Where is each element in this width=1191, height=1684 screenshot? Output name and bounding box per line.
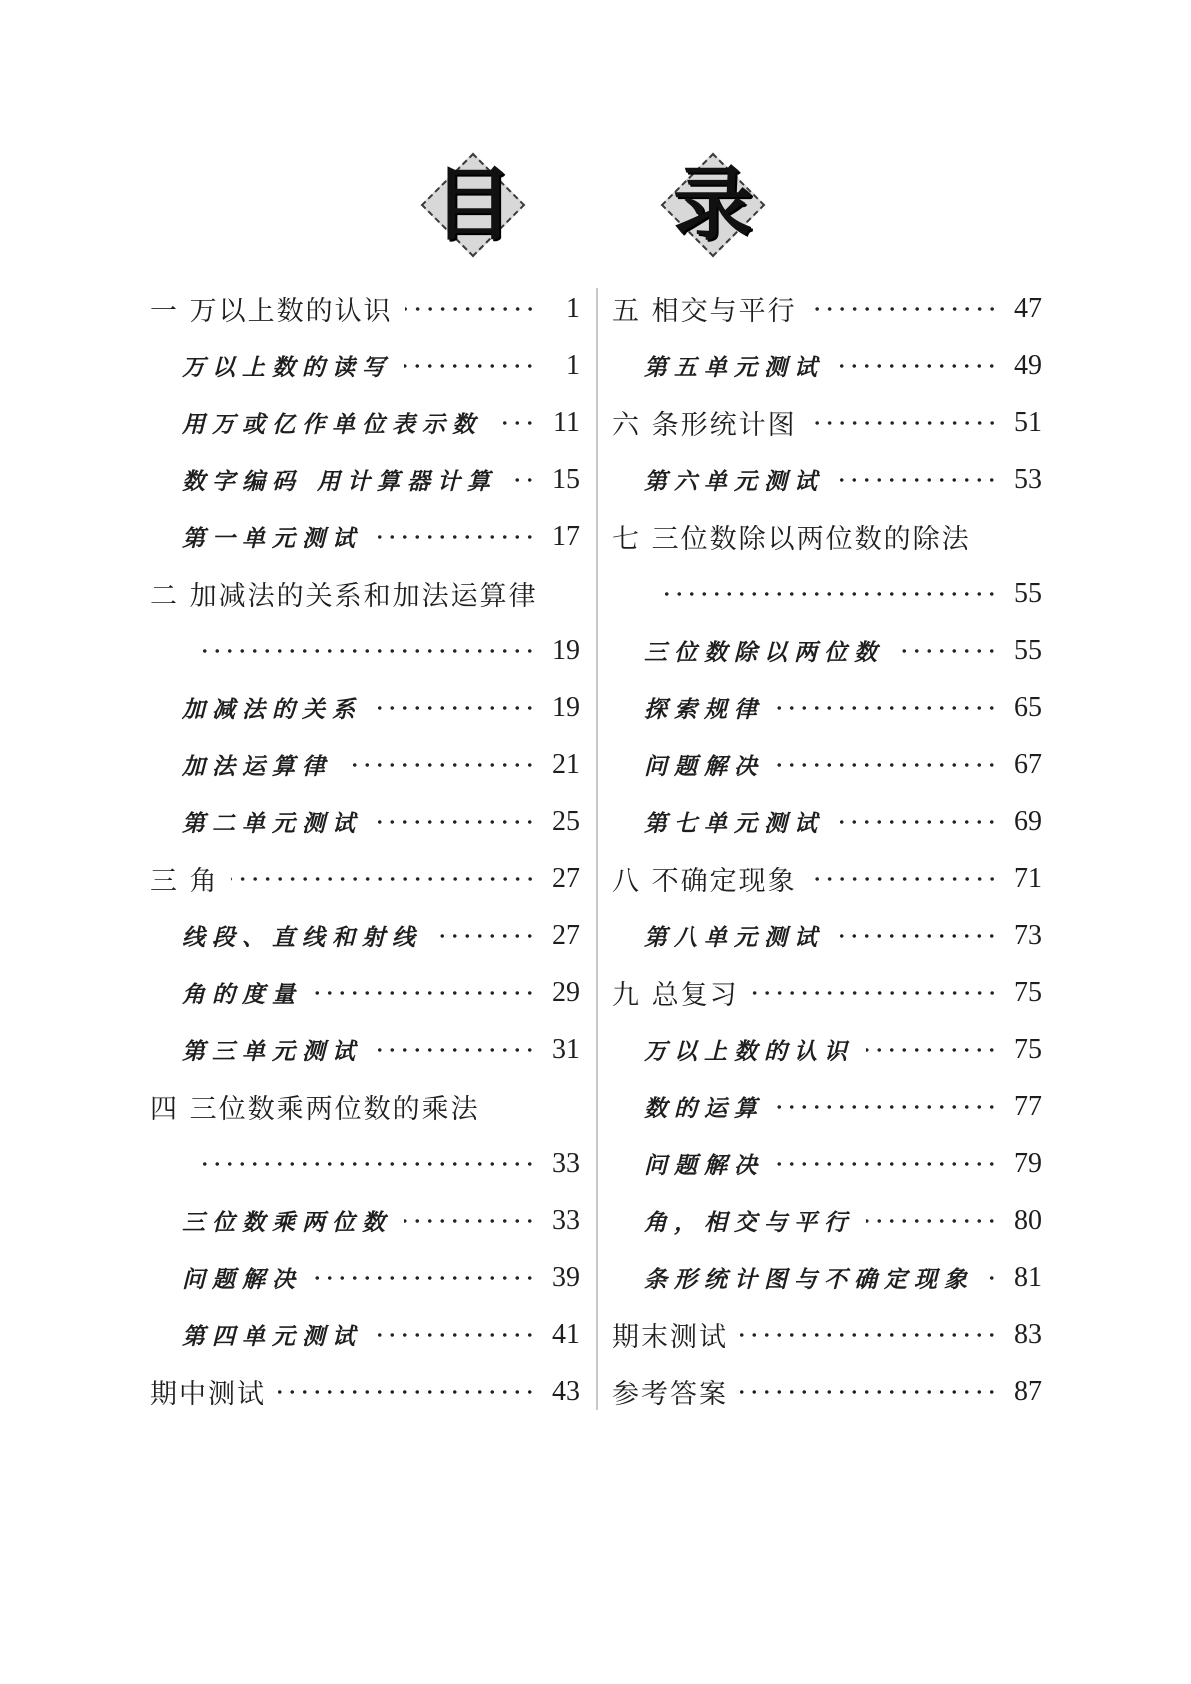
- toc-page-number: 51: [1014, 406, 1042, 438]
- leader-dots: [374, 1048, 536, 1052]
- toc-entry-title: 条形统计图与不确定现象: [644, 1266, 974, 1293]
- toc-page-number: 69: [1014, 805, 1042, 837]
- title-ornament-2: [658, 150, 768, 260]
- toc-entry-title: 期中测试: [150, 1379, 266, 1410]
- column-divider: [596, 288, 598, 1410]
- toc-page-number: 41: [552, 1318, 580, 1350]
- leader-dots: [278, 1390, 536, 1394]
- leader-dots: [494, 421, 536, 425]
- toc-entry[interactable]: [612, 394, 1042, 451]
- toc-entry-title: 万以上数的读写: [182, 354, 392, 381]
- toc-entry[interactable]: [150, 850, 580, 907]
- leader-dots: [194, 649, 536, 653]
- toc-page-number: 71: [1014, 862, 1042, 894]
- leader-dots: [231, 877, 536, 881]
- toc-entry-title: 第六单元测试: [644, 468, 824, 495]
- toc-page-number: 75: [1014, 1033, 1042, 1065]
- toc-entry-title: 问题解决: [182, 1266, 302, 1293]
- toc-entry-title: 第七单元测试: [644, 810, 824, 837]
- toc-entry-title: 加法运算律: [182, 753, 332, 780]
- toc-entry[interactable]: [150, 1306, 580, 1363]
- toc-entry-title: 数字编码 用计算器计算: [182, 468, 498, 495]
- toc-page-number: 15: [552, 463, 580, 495]
- leader-dots: [740, 1333, 998, 1337]
- toc-entry-title: 加减法的关系: [182, 696, 362, 723]
- leader-dots: [866, 1219, 998, 1223]
- toc-page-number: 75: [1014, 976, 1042, 1008]
- toc-right-column: [612, 280, 1042, 1420]
- toc-entry-title: 第五单元测试: [644, 354, 824, 381]
- toc-entry-title: 数的运算: [644, 1095, 764, 1122]
- leader-dots: [374, 1333, 536, 1337]
- toc-entry[interactable]: [150, 964, 580, 1021]
- toc-entry-title: 线段、直线和射线: [182, 924, 422, 951]
- toc-entry-title: 问题解决: [644, 753, 764, 780]
- leader-dots: [374, 706, 536, 710]
- toc-page-number: 21: [552, 748, 580, 780]
- toc-page-number: 67: [1014, 748, 1042, 780]
- toc-entry[interactable]: [150, 1363, 580, 1420]
- leader-dots: [836, 478, 998, 482]
- leader-dots: [866, 1048, 998, 1052]
- toc-entry[interactable]: [612, 508, 1042, 565]
- toc-page-number: 87: [1014, 1375, 1042, 1407]
- leader-dots: [404, 364, 536, 368]
- toc-entry[interactable]: [150, 1135, 580, 1192]
- toc-entry[interactable]: [612, 451, 1042, 508]
- toc-page-number: 33: [552, 1147, 580, 1179]
- leader-dots: [986, 1276, 998, 1280]
- toc-page-number: 33: [552, 1204, 580, 1236]
- toc-page-number: 65: [1014, 691, 1042, 723]
- toc-entry[interactable]: [150, 736, 580, 793]
- toc-entry-title: 九 总复习: [612, 980, 739, 1011]
- leader-dots: [836, 820, 998, 824]
- toc-left-column: [150, 280, 580, 1420]
- leader-dots: [740, 1390, 998, 1394]
- toc-entry-title: 四 三位数乘两位数的乘法: [150, 1094, 480, 1125]
- toc-entry[interactable]: [150, 565, 580, 622]
- leader-dots: [434, 934, 536, 938]
- toc-entry-title: 六 条形统计图: [612, 410, 797, 441]
- leader-dots: [656, 592, 998, 596]
- toc-entry-title: 探索规律: [644, 696, 764, 723]
- title-char-lu: 录: [673, 158, 753, 251]
- toc-page-number: 55: [1014, 577, 1042, 609]
- toc-entry[interactable]: [150, 394, 580, 451]
- title-ornament-1: [418, 150, 528, 260]
- toc-page-number: 77: [1014, 1090, 1042, 1122]
- leader-dots: [896, 649, 998, 653]
- toc-page-number: 27: [552, 862, 580, 894]
- leader-dots: [374, 535, 536, 539]
- toc-entry-title: 三 角: [150, 866, 219, 897]
- toc-entry[interactable]: [150, 793, 580, 850]
- toc-entry[interactable]: [612, 1192, 1042, 1249]
- toc-page-number: 39: [552, 1261, 580, 1293]
- toc-page-number: 19: [552, 634, 580, 666]
- toc-entry[interactable]: [612, 280, 1042, 337]
- toc-entry-title: 第四单元测试: [182, 1323, 362, 1350]
- toc-entry-title: 一 万以上数的认识: [150, 296, 393, 327]
- toc-page-number: 19: [552, 691, 580, 723]
- toc-entry[interactable]: [150, 679, 580, 736]
- toc-page-number: 27: [552, 919, 580, 951]
- toc-page-number: 83: [1014, 1318, 1042, 1350]
- toc-entry[interactable]: [150, 508, 580, 565]
- toc-entry[interactable]: [150, 1192, 580, 1249]
- toc-entry-title: 第二单元测试: [182, 810, 362, 837]
- toc-page-number: 29: [552, 976, 580, 1008]
- title-char-mu: 目: [433, 158, 513, 251]
- leader-dots: [404, 1219, 536, 1223]
- toc-entry[interactable]: [150, 1021, 580, 1078]
- toc-entry[interactable]: [612, 1306, 1042, 1363]
- toc-entry-title: 第三单元测试: [182, 1038, 362, 1065]
- toc-entry-title: 二 加减法的关系和加法运算律: [150, 581, 538, 612]
- leader-dots: [374, 820, 536, 824]
- toc-entry-title: 八 不确定现象: [612, 866, 797, 897]
- toc-entry[interactable]: [612, 1363, 1042, 1420]
- toc-entry[interactable]: [612, 1249, 1042, 1306]
- toc-entry-title: 参考答案: [612, 1379, 728, 1410]
- toc-entry-title: 用万或亿作单位表示数: [182, 411, 482, 438]
- toc-page-number: 1: [566, 292, 580, 324]
- toc-entry[interactable]: [150, 280, 580, 337]
- toc-page-number: 47: [1014, 292, 1042, 324]
- leader-dots: [751, 991, 998, 995]
- toc-page-number: 55: [1014, 634, 1042, 666]
- toc-entry[interactable]: [612, 907, 1042, 964]
- toc-entry-title: 万以上数的认识: [644, 1038, 854, 1065]
- toc-entry[interactable]: [612, 964, 1042, 1021]
- toc-page-number: 43: [552, 1375, 580, 1407]
- toc-entry-title: 问题解决: [644, 1152, 764, 1179]
- leader-dots: [836, 934, 998, 938]
- toc-entry[interactable]: [612, 736, 1042, 793]
- leader-dots: [405, 307, 536, 311]
- toc-entry-title: 角的度量: [182, 981, 302, 1008]
- toc-entry-title: 角，相交与平行: [644, 1209, 854, 1236]
- toc-entry-title: 第八单元测试: [644, 924, 824, 951]
- toc-entry[interactable]: [150, 1078, 580, 1135]
- leader-dots: [809, 307, 998, 311]
- leader-dots: [314, 1276, 536, 1280]
- leader-dots: [776, 1162, 998, 1166]
- toc-page-number: 25: [552, 805, 580, 837]
- toc-entry[interactable]: [612, 679, 1042, 736]
- toc-entry[interactable]: [612, 1135, 1042, 1192]
- leader-dots: [776, 763, 998, 767]
- leader-dots: [314, 991, 536, 995]
- leader-dots: [836, 364, 998, 368]
- toc-entry-title: 三位数乘两位数: [182, 1209, 392, 1236]
- toc-page-number: 79: [1014, 1147, 1042, 1179]
- toc-entry-title: 期末测试: [612, 1322, 728, 1353]
- toc-entry[interactable]: [612, 1078, 1042, 1135]
- page-title: [0, 150, 1191, 260]
- toc-page-number: 81: [1014, 1261, 1042, 1293]
- toc-entry[interactable]: [150, 907, 580, 964]
- toc-entry[interactable]: [612, 850, 1042, 907]
- toc-entry[interactable]: [612, 565, 1042, 622]
- toc-entry[interactable]: [612, 622, 1042, 679]
- toc-entry[interactable]: [612, 793, 1042, 850]
- toc-entry[interactable]: [150, 451, 580, 508]
- leader-dots: [809, 421, 998, 425]
- toc-entry-title: 第一单元测试: [182, 525, 362, 552]
- toc-entry[interactable]: [150, 622, 580, 679]
- toc-entry[interactable]: [150, 337, 580, 394]
- toc-page-number: 31: [552, 1033, 580, 1065]
- toc-page-number: 1: [566, 349, 580, 381]
- toc-page-number: 53: [1014, 463, 1042, 495]
- toc-page-number: 80: [1014, 1204, 1042, 1236]
- leader-dots: [809, 877, 998, 881]
- toc-entry[interactable]: [612, 337, 1042, 394]
- toc-page-number: 73: [1014, 919, 1042, 951]
- toc-page-number: 49: [1014, 349, 1042, 381]
- leader-dots: [776, 1105, 998, 1109]
- leader-dots: [344, 763, 536, 767]
- toc-entry[interactable]: [612, 1021, 1042, 1078]
- leader-dots: [194, 1162, 536, 1166]
- toc-entry-title: 五 相交与平行: [612, 296, 797, 327]
- toc-entry-title: 七 三位数除以两位数的除法: [612, 524, 971, 555]
- toc-entry[interactable]: [150, 1249, 580, 1306]
- toc-page-number: 11: [553, 406, 580, 438]
- leader-dots: [509, 478, 536, 482]
- toc-page-number: 17: [552, 520, 580, 552]
- toc-entry-title: 三位数除以两位数: [644, 639, 884, 666]
- leader-dots: [776, 706, 998, 710]
